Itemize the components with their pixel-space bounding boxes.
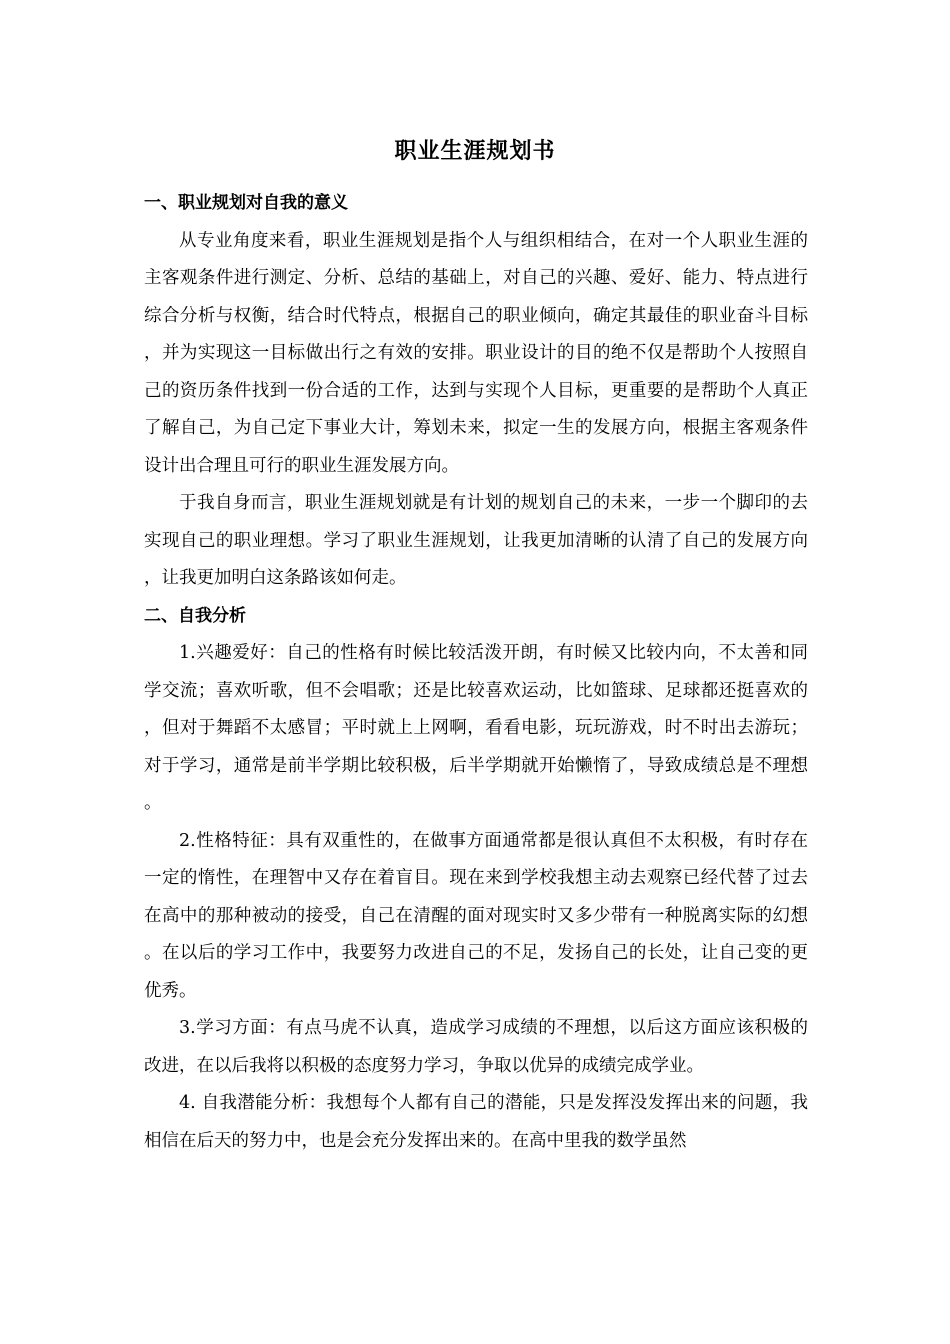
- section-self-analysis: [144, 598, 808, 1161]
- section-significance: [144, 185, 808, 598]
- document-body: [144, 185, 808, 1160]
- section-heading: 二、自我分析: [144, 605, 246, 626]
- paragraph: 于我自身而言，职业生涯规划就是有计划的规划自己的未来，一步一个脚印的去实现自己的职业理想。学习了职业生涯规划，让我更加清晰的认清了自己的发展方向，让我更加明白这条路该如何走。: [144, 493, 808, 588]
- paragraph: 3.学习方面：有点马虎不认真，造成学习成绩的不理想，以后这方面应该积极的改进，在以后我将以积极的态度努力学习，争取以优异的成绩完成学业。: [144, 1018, 808, 1076]
- paragraph: 从专业角度来看，职业生涯规划是指个人与组织相结合，在对一个人职业生涯的主客观条件进行测定、分析、总结的基础上，对自己的兴趣、爱好、能力、特点进行综合分析与权衡，结合时代特点，根据自己的职业倾向，确定其最佳的职业奋斗目标，并为实现这一目标做出行之有效的安排。职业设计的目的绝不仅是帮助个人按照自己的资历条件找到一份合适的工作，达到与实现个人目标，更重要的是帮助个人真正了解自己，为自己定下事业大计，筹划未来，拟定一生的发展方向，根据主客观条件设计出合理且可行的职业生涯发展方向。: [144, 230, 808, 476]
- paragraph: 1.兴趣爱好：自己的性格有时候比较活泼开朗，有时候又比较内向，不太善和同学交流；喜欢听歌，但不会唱歌；还是比较喜欢运动，比如篮球、足球都还挺喜欢的，但对于舞蹈不太感冒；平时就上上网啊，看看电影，玩玩游戏，时不时出去游玩；对于学习，通常是前半学期比较积极，后半学期就开始懒惰了，导致成绩总是不理想。: [144, 643, 808, 813]
- paragraph: 2.性格特征：具有双重性的，在做事方面通常都是很认真但不太积极，有时存在一定的惰性，在理智中又存在着盲目。现在来到学校我想主动去观察已经代替了过去在高中的那种被动的接受，自己在清醒的面对现实时又多少带有一种脱离实际的幻想。在以后的学习工作中，我要努力改进自己的不足，发扬自己的长处，让自己变的更优秀。: [144, 830, 808, 1001]
- paragraph: 4. 自我潜能分析：我想每个人都有自己的潜能，只是发挥没发挥出来的问题，我相信在后天的努力中，也是会充分发挥出来的。在高中里我的数学虽然: [144, 1093, 808, 1151]
- document-title: 职业生涯规划书: [394, 139, 556, 164]
- section-heading: 一、职业规划对自我的意义: [144, 193, 348, 213]
